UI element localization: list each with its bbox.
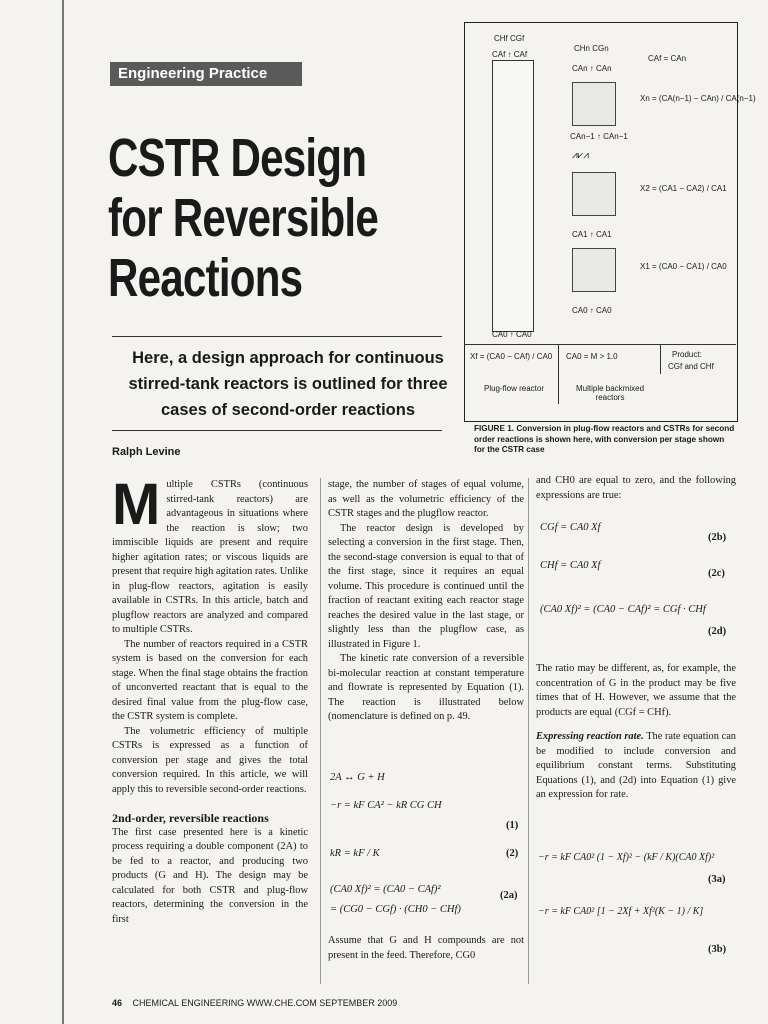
- equation-2b-number: (2b): [708, 532, 727, 543]
- equation-2b: CGf = CA0 Xf: [540, 522, 601, 533]
- equation-2: kR = kF / K: [330, 848, 380, 859]
- equation-3a-number: (3a): [708, 874, 726, 885]
- fig-plug-label: Plug-flow reactor: [483, 384, 545, 393]
- reaction-equation: 2A ↔ G + H: [330, 772, 385, 783]
- equation-2a-line-2: = (CG0 − CGf) · (CH0 − CHf): [330, 904, 461, 915]
- title-line-1: CSTR Design: [108, 128, 367, 188]
- equation-1: −r = kF CA² − kR CG CH: [330, 800, 442, 811]
- body-column-1: [112, 472, 308, 927]
- col2-bottom: [328, 934, 524, 963]
- column-rule-2: [528, 478, 529, 984]
- fig-top-outlet-label: CHf CGf: [494, 34, 525, 43]
- fig-xf-eq: Xf = (CA0 − CAf) / CA0: [470, 352, 553, 361]
- cstr-tank-1: [572, 248, 616, 292]
- drop-cap: M: [112, 472, 161, 537]
- fig-a0-left-label: CA0 ↑ CA0: [492, 330, 532, 339]
- section-label: Engineering Practice: [110, 62, 302, 86]
- fig-product-label: Product:: [672, 350, 702, 359]
- page-number: 46: [112, 998, 123, 1008]
- article-subtitle: Here, a design approach for continuous stirred-tank reactors is outlined for three cases of second-order reactions: [128, 349, 448, 419]
- runin-heading: Expressing reaction rate.: [536, 731, 644, 742]
- title-line-3: Reactions: [108, 248, 303, 308]
- fig-m-eq: CA0 = M > 1.0: [566, 352, 618, 361]
- page-edge-shadow: [62, 0, 64, 1024]
- col2-paragraph-1: stage, the number of stages of equal volume, as well as the volumetric efficiency of the CSTR stages and the plugflow reactor.: [328, 479, 524, 519]
- fig-break-symbol: ⩘⩗⩘: [572, 150, 589, 161]
- equation-2-number: (2): [506, 848, 519, 859]
- equation-3b-number: (3b): [708, 944, 727, 955]
- cstr-tank-n: [572, 82, 616, 126]
- col2-paragraph-4: Assume that G and H compounds are not present in the feed. Therefore, CG0: [328, 935, 524, 961]
- fig-backmixed-label: Multiple backmixed reactors: [575, 384, 645, 402]
- subtitle-bottom-rule: [112, 430, 442, 431]
- col1-paragraph-3: The volumetric efficiency of multiple CSTRs is expressed as a function of conversion per stage and gives the total conversion required. In this article, we will apply this to reversible second-order reactions.: [112, 725, 308, 795]
- cstr-tank-2: [572, 172, 616, 216]
- fig-top-af-label: CAf ↑ CAf: [492, 50, 528, 59]
- equation-2d-number: (2d): [708, 626, 727, 637]
- section-heading: 2nd-order, reversible reactions: [112, 811, 269, 825]
- col3-paragraph-3: [536, 730, 736, 803]
- fig-x2-eq: X2 = (CA1 − CA2) / CA1: [640, 184, 727, 193]
- caption-text: Conversion in plug-flow reactors and CSTRs for second order reactions is shown here, with conversion per stage shown for the CSTR case: [474, 424, 735, 454]
- body-column-3: [536, 474, 736, 503]
- page-footer: [112, 998, 397, 1008]
- equation-2c: CHf = CA0 Xf: [540, 560, 601, 571]
- caption-figure-number: FIGURE 1.: [474, 424, 515, 433]
- col1-paragraph-2: The number of reactors required in a CSTR system is based on the conversion for each stage. When the final stage obtains the fraction of unconverted reactant that is equal to the desired final value from the plug-flow case, the CSTR system is complete.: [112, 638, 308, 722]
- equation-3b: −r = kF CA0² [1 − 2Xf + Xf²(K − 1) / K]: [538, 906, 704, 917]
- fig-an1-label: CAn−1 ↑ CAn−1: [570, 132, 628, 141]
- author-byline: Ralph Levine: [112, 446, 181, 458]
- equation-2a-line-1: (CA0 Xf)² = (CA0 − CAf)²: [330, 884, 441, 895]
- subtitle-top-rule: [112, 336, 442, 337]
- col2-paragraph-3: The kinetic rate conversion of a reversible bi-molecular reaction at constant temperature and flowrate is represented by Equation (1). The reaction is illustrated below (nomenclature is defined on p. 49.: [328, 653, 524, 722]
- equation-3a: −r = kF CA0² (1 − Xf)² − (kF / K)(CA0 Xf)²: [538, 852, 715, 863]
- fig-x1-eq: X1 = (CA0 − CA1) / CA0: [640, 262, 727, 271]
- fig-xn-eq: Xn = (CA(n−1) − CAn) / CA(n−1): [640, 94, 756, 103]
- fig-tank-top-outlet-label: CHn CGn: [574, 44, 609, 53]
- col2-paragraph-2: The reactor design is developed by selecting a conversion in the first stage. Then, the second-stage conversion is equal to that of the first stage, since it requires an equal volume. This procedure is continued until the fraction of reactant exiting each reactor stage reaches the desired value in the last stage, or slightly less than the plugflow case, as illustrated in Figure 1.: [328, 522, 524, 650]
- col1-paragraph-4: The first case presented here is a kinetic process requiring a double component (2A) to be fed to a reactor, and producing two products (G and H). The design may be calculated for both CSTR and plug-flow reactors, determining the conversion in the first: [112, 826, 308, 925]
- col3-middle: [536, 662, 736, 803]
- fig-a1-label: CA1 ↑ CA1: [572, 230, 612, 239]
- fig-product-value: CGf and CHf: [668, 362, 714, 371]
- col3-paragraph-3-text: The rate equation can be modified to include conversion and equilibrium constant terms. Substituting Equations (1), and (2d) into Equation (1) give an expression for rate.: [536, 731, 736, 800]
- equation-1-number: (1): [506, 820, 519, 831]
- col3-paragraph-1: and CH0 are equal to zero, and the following expressions are true:: [536, 475, 736, 501]
- equation-2c-number: (2c): [708, 568, 725, 579]
- col1-paragraph-1: ultiple CSTRs (continuous stirred-tank reactors) are advantageous in situations where the reaction is slow; two immiscible liquids are present and require higher agitation rates; or viscous liquids are present that require high agitation rates. Unlike in plug-flow reactors, agitation is easily available in CSTRs. In this article, batch and plugflow reactors are analyzed and compared to multiple CSTRs.: [112, 479, 308, 635]
- figure-caption: [474, 424, 736, 456]
- body-column-2: [328, 478, 524, 725]
- equation-2a-number: (2a): [500, 890, 518, 901]
- fig-divider-v2: [660, 344, 661, 374]
- title-line-2: for Reversible: [108, 188, 379, 248]
- equation-2d: (CA0 Xf)² = (CA0 − CAf)² = CGf · CHf: [540, 604, 706, 615]
- fig-a0-right-label: CA0 ↑ CA0: [572, 306, 612, 315]
- fig-divider-v1: [558, 344, 559, 404]
- column-rule-1: [320, 478, 321, 984]
- footer-text: CHEMICAL ENGINEERING WWW.CHE.COM SEPTEMBER 2009: [132, 998, 398, 1008]
- col3-paragraph-2: The ratio may be different, as, for example, the concentration of G in the product may be five times that of H. However, we assume that the products are equal (CGf = CHf).: [536, 663, 736, 718]
- fig-divider-h: [464, 344, 736, 345]
- fig-tank-an-label: CAn ↑ CAn: [572, 64, 612, 73]
- plug-flow-tube: [492, 60, 534, 332]
- fig-caf-eq: CAf = CAn: [648, 54, 687, 63]
- article-title: [108, 128, 381, 308]
